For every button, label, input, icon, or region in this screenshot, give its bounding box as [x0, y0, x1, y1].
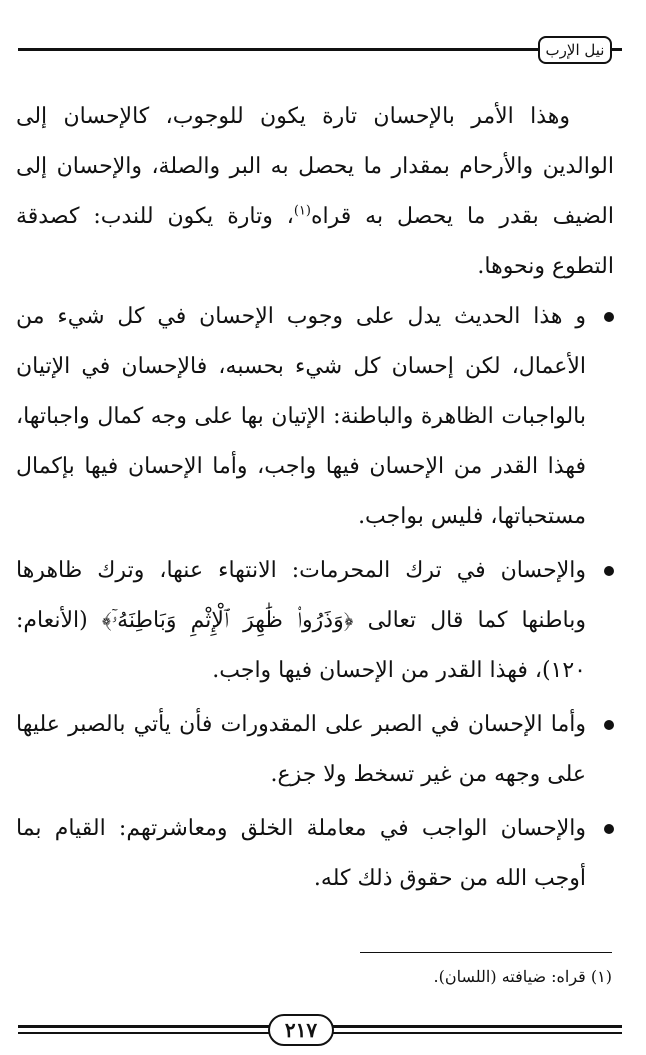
list-item: [16, 804, 614, 904]
header-rule: [18, 48, 538, 51]
footnote-separator: [360, 952, 612, 953]
list-item-text: والإحسان الواجب في معاملة الخلق ومعاشرتهم: القيام بما أوجب الله من حقوق ذلك كله.: [16, 816, 586, 891]
bullet-dot-icon: [604, 312, 614, 322]
list-item-text: و هذا الحديث يدل على وجوب الإحسان في كل شيء من الأعمال، لكن إحسان كل شيء بحسبه، فالإحسان في الإتيان بالواجبات الظاهرة والباطنة: الإتيان بها على وجه كمال واجباتها، فهذا القدر من الإحسان فيها واجب، وأما الإحسان فيها بإكمال مستحباتها، فليس بواجب.: [16, 304, 586, 529]
bullet-dot-icon: [604, 720, 614, 730]
intro-text: وهذا الأمر بالإحسان تارة يكون للوجوب، كالإحسان إلى الوالدين والأرحام بمقدار ما يحصل به البر والصلة، والإحسان إلى الضيف بقدر ما يحصل به قراه: [16, 104, 614, 229]
intro-paragraph: [16, 92, 614, 292]
bullet-dot-icon: [604, 824, 614, 834]
page-number-text: ٢١٧: [284, 1018, 318, 1042]
running-header-title: [538, 36, 612, 64]
intro-text-continued: ، وتارة يكون للندب: كصدقة التطوع ونحوها.: [16, 204, 614, 279]
list-item-text: والإحسان في ترك المحرمات: الانتهاء عنها، وترك ظاهرها وباطنها كما قال تعالى ﴿وَذَرُوا۟ ظَٰهِرَ ٱلْإِثْمِ وَبَاطِنَهُۥٓ﴾ (الأنعام: ١٢٠)، فهذا القدر من الإحسان فيها واجب.: [16, 558, 586, 683]
bullet-dot-icon: [604, 566, 614, 576]
book-title: نيل الإرب: [545, 41, 605, 59]
page-number: [268, 1014, 334, 1046]
main-text: [16, 92, 614, 904]
footnote-reference: (١): [293, 203, 311, 219]
list-item: [16, 700, 614, 800]
list-item: [16, 292, 614, 542]
header-rule-end: [612, 48, 622, 51]
list-item: [16, 546, 614, 696]
list-item-text: وأما الإحسان في الصبر على المقدورات فأن يأتي بالصبر عليها على وجهه من غير تسخط ولا جزع.: [16, 712, 586, 787]
footnote: (١) قراه: ضيافته (اللسان).: [433, 967, 612, 986]
